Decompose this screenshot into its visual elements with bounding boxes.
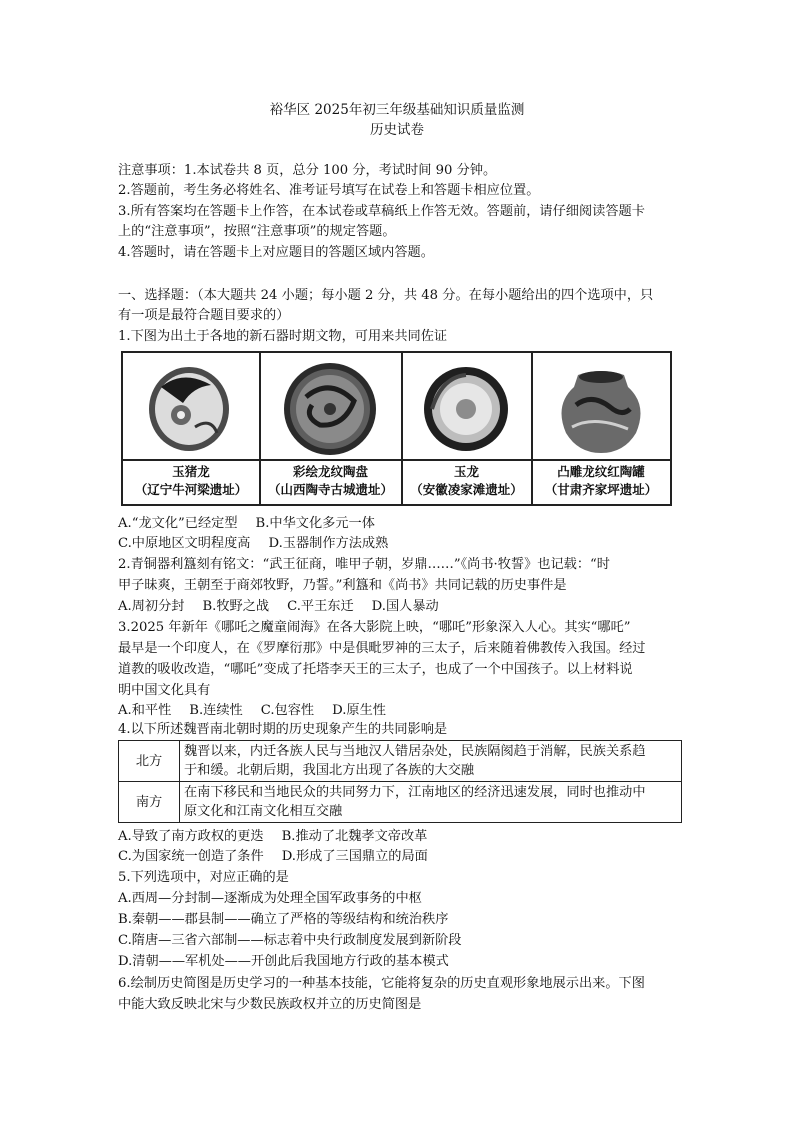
option-b[interactable]: B.推动了北魏孝文帝改革 xyxy=(281,829,428,844)
option-a[interactable]: A.和平性 xyxy=(118,703,172,718)
row-label: 北方 xyxy=(119,741,180,782)
artifact-cell xyxy=(123,353,259,504)
option-a[interactable]: A.“龙文化”已经定型 xyxy=(118,516,238,531)
q5-stem: 5.下列选项中，对应正确的是 xyxy=(118,870,289,885)
q3-stem: 3.2025 年新年《哪吒之魔童闹海》在各大影院上映，“哪吒”形象深入人心。其实“哪吒” xyxy=(118,620,631,635)
exam-title: 裕华区 2025年初三年级基础知识质量监测 xyxy=(269,102,525,118)
red-pottery-jar-image xyxy=(532,357,670,457)
exam-subtitle: 历史试卷 xyxy=(370,122,424,138)
row-text-line: 在南下移民和当地民众的共同努力下，江南地区的经济迅速发展，同时也推动中 xyxy=(184,785,646,800)
q5-option[interactable]: B.秦朝——郡县制——确立了严格的等级结构和统治秩序 xyxy=(118,912,449,927)
q4-options-row xyxy=(118,848,446,866)
option-c[interactable]: C.包容性 xyxy=(260,703,315,718)
row-text-line: 原文化和江南文化相互交融 xyxy=(184,804,343,819)
jade-dragon-image xyxy=(402,357,531,457)
artifact-name: 凸雕龙纹红陶罐 xyxy=(557,464,645,479)
q2-options-row xyxy=(118,598,457,616)
jade-pig-dragon-image xyxy=(123,357,259,457)
row-label: 南方 xyxy=(119,782,180,823)
q4-stem: 4.以下所述魏晋南北朝时期的历史现象产生的共同影响是 xyxy=(118,722,448,737)
q4-material-table xyxy=(118,740,682,823)
q6-stem: 中能大致反映北宋与少数民族政权并立的历史简图是 xyxy=(118,997,422,1012)
q2-stem: 2.青铜器利簋刻有铭文：“武王征商，唯甲子朝，岁鼎……”《尚书·牧誓》也记载：“时 xyxy=(118,557,610,572)
note-line: 4.答题时，请在答题卡上对应题目的答题区域内答题。 xyxy=(118,245,434,260)
table-row xyxy=(119,741,682,782)
row-text-line: 于和缓。北朝后期，我国北方出现了各族的大交融 xyxy=(184,763,475,778)
option-b[interactable]: B.牧野之战 xyxy=(202,599,270,614)
row-text-line: 魏晋以来，内迁各族人民与当地汉人错居杂处，民族隔阂趋于消解，民族关系趋 xyxy=(184,744,646,759)
option-a[interactable]: A.周初分封 xyxy=(118,599,185,614)
artifact-name: 玉猪龙 xyxy=(172,464,210,479)
artifact-site: （山西陶寺古城遗址） xyxy=(267,482,393,497)
row-text xyxy=(180,782,682,823)
q5-option[interactable]: C.隋唐—三省六部制——标志着中央行政制度发展到新阶段 xyxy=(118,933,462,948)
artifact-site: （安徽凌家滩遗址） xyxy=(410,482,523,497)
artifact-cell xyxy=(532,353,670,504)
option-d[interactable]: D.国人暴动 xyxy=(371,599,439,614)
artifact-site: （辽宁牛河梁遗址） xyxy=(134,482,248,497)
note-line: 注意事项：1.本试卷共 8 页，总分 100 分，考试时间 90 分钟。 xyxy=(118,163,497,178)
option-b[interactable]: B.连续性 xyxy=(189,703,243,718)
option-c[interactable]: C.为国家统一创造了条件 xyxy=(118,849,264,864)
artifact-name: 彩绘龙纹陶盘 xyxy=(292,464,368,479)
q2-stem: 甲子昧爽，王朝至于商郊牧野，乃誓。”利簋和《尚书》共同记载的历史事件是 xyxy=(118,578,567,593)
table-row xyxy=(119,782,682,823)
note-line: 上的“注意事项”，按照“注意事项”的规定答题。 xyxy=(118,224,396,239)
option-c[interactable]: C.平王东迁 xyxy=(287,599,354,614)
q1-options-row xyxy=(118,515,393,533)
note-line: 2.答题前，考生务必将姓名、准考证号填写在试卷上和答题卡相应位置。 xyxy=(118,183,540,198)
q1-artifact-figure xyxy=(121,351,672,506)
artifact-cell xyxy=(260,353,401,504)
q1-stem: 1.下图为出土于各地的新石器时期文物，可用来共同佐证 xyxy=(118,329,448,344)
option-b[interactable]: B.中华文化多元一体 xyxy=(255,516,375,531)
artifact-name: 玉龙 xyxy=(453,464,479,479)
artifact-site: （甘肃齐家坪遗址） xyxy=(544,482,658,497)
row-text xyxy=(180,741,682,782)
artifact-cell xyxy=(402,353,531,504)
section-heading: 有一项是最符合题目要求的） xyxy=(118,308,290,323)
q3-stem: 最早是一个印度人，在《罗摩衍那》中是俱毗罗神的三太子，后来随着佛教传入我国。经过 xyxy=(118,641,646,656)
note-line: 3.所有答案均在答题卡上作答，在本试卷或草稿纸上作答无效。答题前，请仔细阅读答题卡 xyxy=(118,204,645,219)
q3-options-row xyxy=(118,702,404,720)
option-a[interactable]: A.导致了南方政权的更迭 xyxy=(118,829,264,844)
q5-option[interactable]: A.西周—分封制—逐渐成为处理全国军政事务的中枢 xyxy=(118,891,422,906)
q3-stem: 明中国文化具有 xyxy=(118,683,211,698)
option-d[interactable]: D.形成了三国鼎立的局面 xyxy=(281,849,428,864)
q6-stem: 6.绘制历史简图是历史学习的一种基本技能，它能将复杂的历史直观形象地展示出来。下图 xyxy=(118,976,645,991)
q1-options-row xyxy=(118,535,406,553)
q3-stem: 道教的吸收改造，“哪吒”变成了托塔李天王的三太子，也成了一个中国孩子。以上材料说 xyxy=(118,662,633,677)
option-c[interactable]: C.中原地区文明程度高 xyxy=(118,536,251,551)
q5-option[interactable]: D.清朝——军机处——开创此后我国地方行政的基本模式 xyxy=(118,954,449,969)
section-heading: 一、选择题：（本大题共 24 小题；每小题 2 分，共 48 分。在每小题给出的四个选项中，只 xyxy=(118,288,654,303)
q4-options-row xyxy=(118,828,445,846)
option-d[interactable]: D.原生性 xyxy=(332,703,386,718)
painted-dragon-plate-image xyxy=(260,357,401,457)
option-d[interactable]: D.玉器制作方法成熟 xyxy=(268,536,389,551)
